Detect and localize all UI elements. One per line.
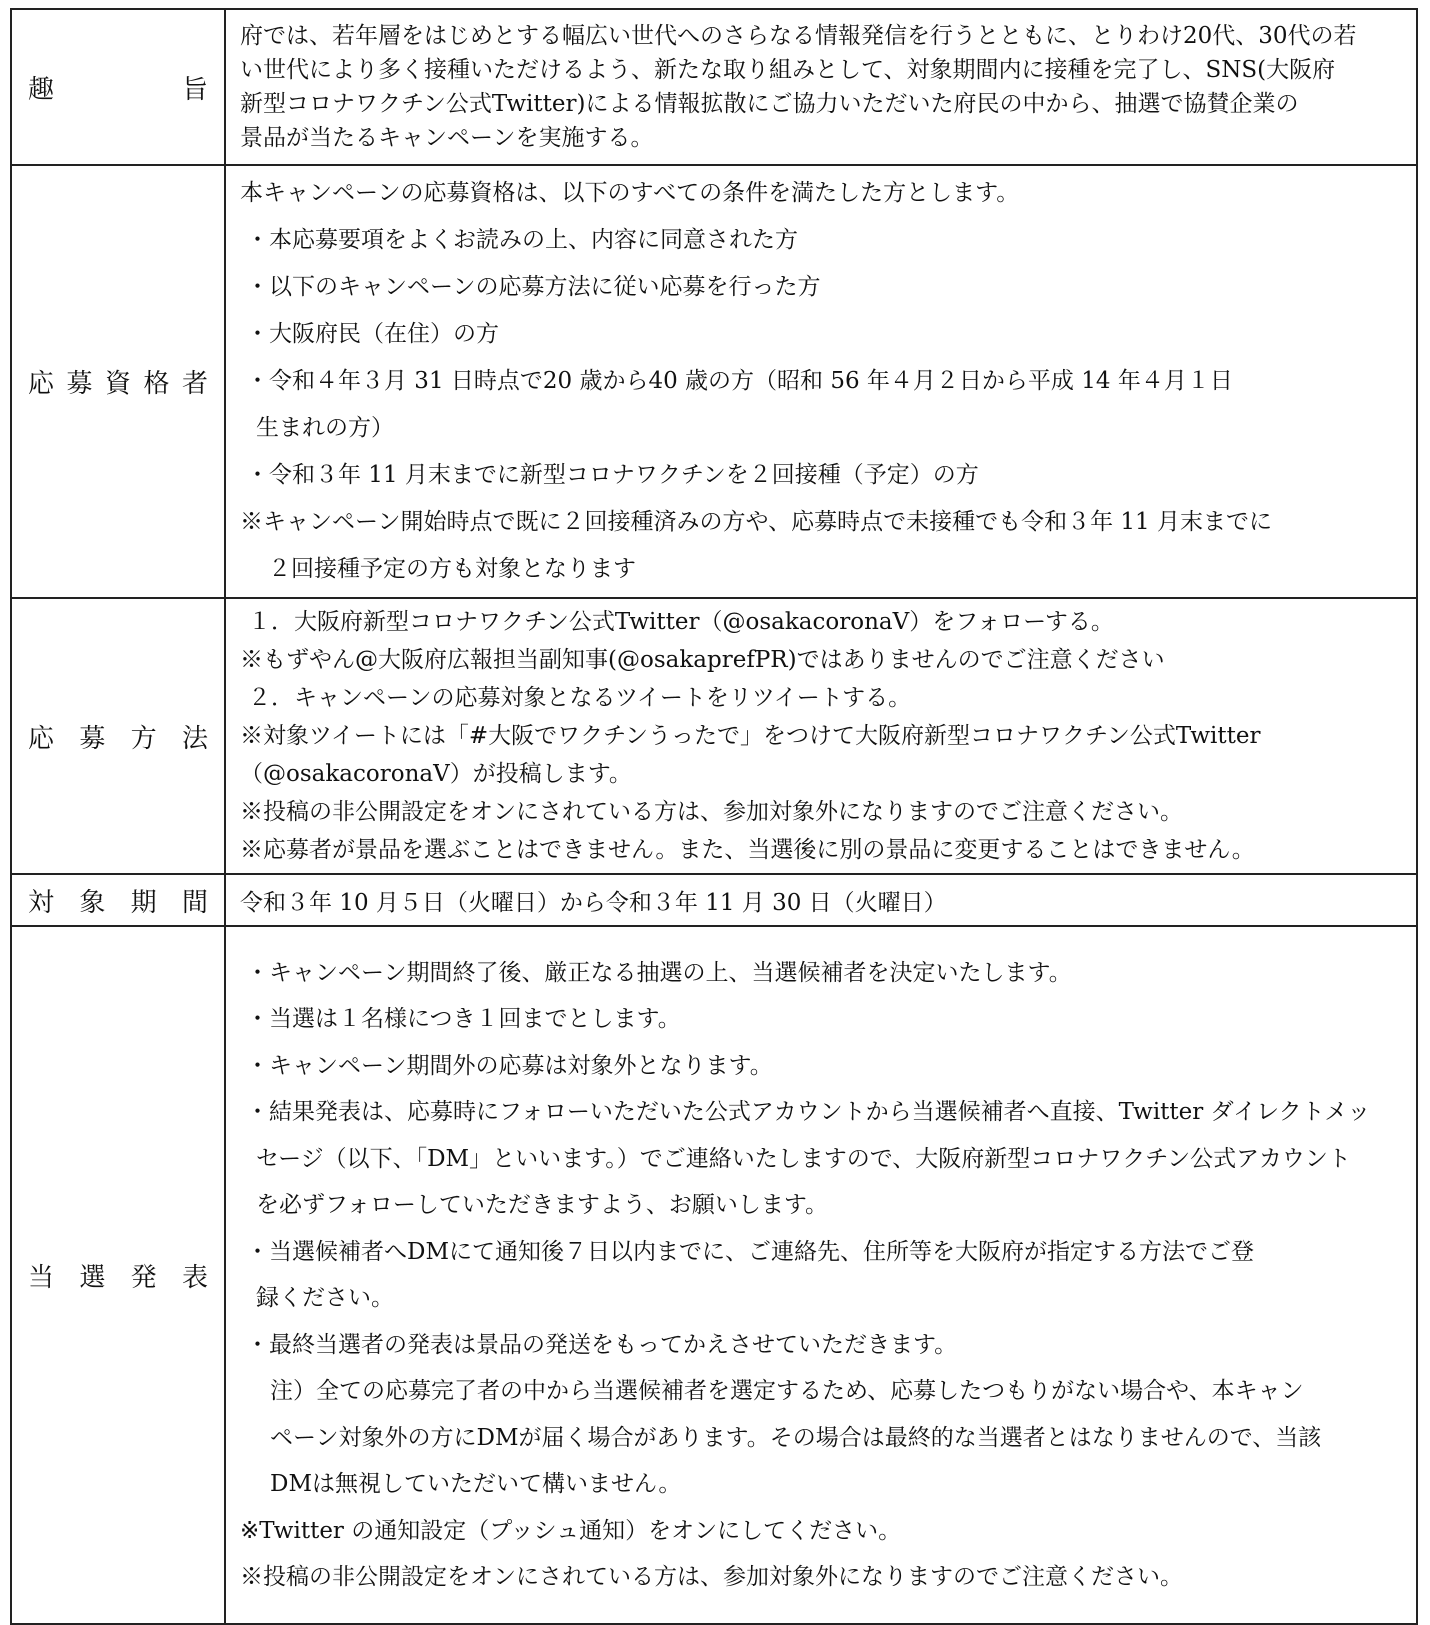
label-char: 応 (28, 723, 55, 754)
purpose-line: い世代により多く接種いただけるよう、新たな取り組みとして、対象期間内に接種を完了し、SNS(大阪府 (240, 57, 1336, 83)
eligibility-item: ・以下のキャンペーンの応募方法に従い応募を行った方 (246, 274, 821, 300)
announcement-item: ・キャンペーン期間終了後、厳正なる抽選の上、当選候補者を決定いたします。 (246, 959, 1072, 986)
eligibility-item: ・本応募要項をよくお読みの上、内容に同意された方 (246, 227, 798, 253)
method-note: ※もずやん@大阪府広報担当副知事(@osakaprefPR)ではありませんのでご注意ください (240, 647, 1165, 673)
row-period (11, 874, 1417, 926)
label-char: 当 (28, 1262, 55, 1293)
row-purpose (11, 9, 1417, 165)
label-char: 発 (130, 1262, 157, 1293)
label-char: 選 (79, 1262, 106, 1293)
label-char: 者 (181, 369, 208, 399)
announcement-item: ・当選は１名様につき１回までとします。 (246, 1006, 681, 1032)
label-purpose (11, 9, 225, 165)
eligibility-item: ・令和４年３月 31 日時点で20 歳から40 歳の方（昭和 56 年４月２日から平成 14 年４月１日 (246, 368, 1233, 394)
label-char: 間 (181, 887, 208, 918)
eligibility-item: ・大阪府民（在住）の方 (246, 321, 499, 347)
method-note-cont: （@osakacoronaV）が投稿します。 (240, 761, 632, 787)
label-char: 象 (79, 887, 106, 918)
announcement-item: ・キャンペーン期間外の応募は対象外となります。 (246, 1052, 773, 1079)
method-note: ※対象ツイートには「#大阪でワクチンうったで」をつけて大阪府新型コロナワクチン公式Twitter (240, 723, 1261, 749)
announcement-caution: 注）全ての応募完了者の中から当選候補者を選定するため、応募したつもりがない場合や、本キャン (270, 1378, 1304, 1404)
announcement-note: ※Twitter の通知設定（プッシュ通知）をオンにしてください。 (240, 1517, 902, 1544)
content-purpose (225, 9, 1417, 165)
label-period (11, 874, 225, 926)
announcement-item-cont: セージ（以下、「DM」といいます。）でご連絡いたしますので、大阪府新型コロナワクチン公式アカウント (256, 1145, 1351, 1172)
content-announcement (225, 926, 1417, 1624)
purpose-line: 府では、若年層をはじめとする幅広い世代へのさらなる情報発信を行うとともに、とりわけ20代、30代の若 (240, 23, 1357, 49)
label-char: 表 (181, 1262, 208, 1293)
eligibility-note-cont: ２回接種予定の方も対象となります (268, 556, 636, 582)
announcement-item-cont: を必ずフォローしていただきますよう、お願いします。 (256, 1192, 829, 1218)
row-method (11, 598, 1417, 874)
label-char: 方 (130, 723, 157, 754)
campaign-outline-table (10, 8, 1418, 1625)
announcement-item: ・最終当選者の発表は景品の発送をもってかえさせていただきます。 (246, 1331, 958, 1358)
label-char: 旨 (181, 74, 208, 105)
method-note: ※応募者が景品を選ぶことはできません。また、当選後に別の景品に変更することはできません。 (240, 837, 1255, 863)
announcement-caution-cont: ペーン対象外の方にDMが届く場合があります。その場合は最終的な当選者とはなりませんので、当該 (270, 1424, 1322, 1451)
row-eligibility (11, 165, 1417, 598)
purpose-line: 新型コロナワクチン公式Twitter)による情報拡散にご協力いただいた府民の中から、抽選で協賛企業の (240, 91, 1299, 117)
label-char: 趣 (28, 74, 55, 105)
eligibility-note: ※キャンペーン開始時点で既に２回接種済みの方や、応募時点で未接種でも令和３年 11 月末までに (240, 509, 1272, 535)
row-announcement (11, 926, 1417, 1624)
label-char: 格 (143, 369, 170, 399)
label-char: 対 (28, 887, 55, 918)
label-char: 募 (66, 369, 93, 399)
label-char: 資 (104, 369, 131, 399)
method-step: １．大阪府新型コロナワクチン公式Twitter（@osakacoronaV）をフォローする。 (248, 609, 1114, 635)
label-char: 期 (130, 887, 157, 918)
content-period (225, 874, 1417, 926)
label-eligibility (11, 165, 225, 598)
announcement-item-cont: 録ください。 (256, 1285, 394, 1311)
eligibility-intro: 本キャンペーンの応募資格は、以下のすべての条件を満たした方とします。 (240, 180, 1020, 206)
eligibility-item-cont: 生まれの方） (256, 415, 394, 441)
announcement-item: ・結果発表は、応募時にフォローいただいた公式アカウントから当選候補者へ直接、Twitter ダイレクトメッ (246, 1099, 1371, 1125)
method-step: ２．キャンペーンの応募対象となるツイートをリツイートする。 (248, 685, 912, 711)
label-char: 応 (28, 369, 55, 399)
label-char: 募 (79, 723, 106, 754)
announcement-caution-cont: DMは無視していただいて構いません。 (270, 1471, 682, 1497)
announcement-item: ・当選候補者へDMにて通知後７日以内までに、ご連絡先、住所等を大阪府が指定する方法でご登 (246, 1238, 1254, 1265)
label-announcement (11, 926, 225, 1624)
content-method (225, 598, 1417, 874)
period-text: 令和３年 10 月５日（火曜日）から令和３年 11 月 30 日（火曜日） (240, 889, 947, 916)
method-note: ※投稿の非公開設定をオンにされている方は、参加対象外になりますのでご注意ください。 (240, 799, 1183, 825)
eligibility-item: ・令和３年 11 月末までに新型コロナワクチンを２回接種（予定）の方 (246, 462, 979, 488)
label-char: 法 (181, 723, 208, 754)
content-eligibility (225, 165, 1417, 598)
purpose-line: 景品が当たるキャンペーンを実施する。 (240, 125, 654, 151)
announcement-note: ※投稿の非公開設定をオンにされている方は、参加対象外になりますのでご注意ください。 (240, 1564, 1183, 1590)
label-method (11, 598, 225, 874)
